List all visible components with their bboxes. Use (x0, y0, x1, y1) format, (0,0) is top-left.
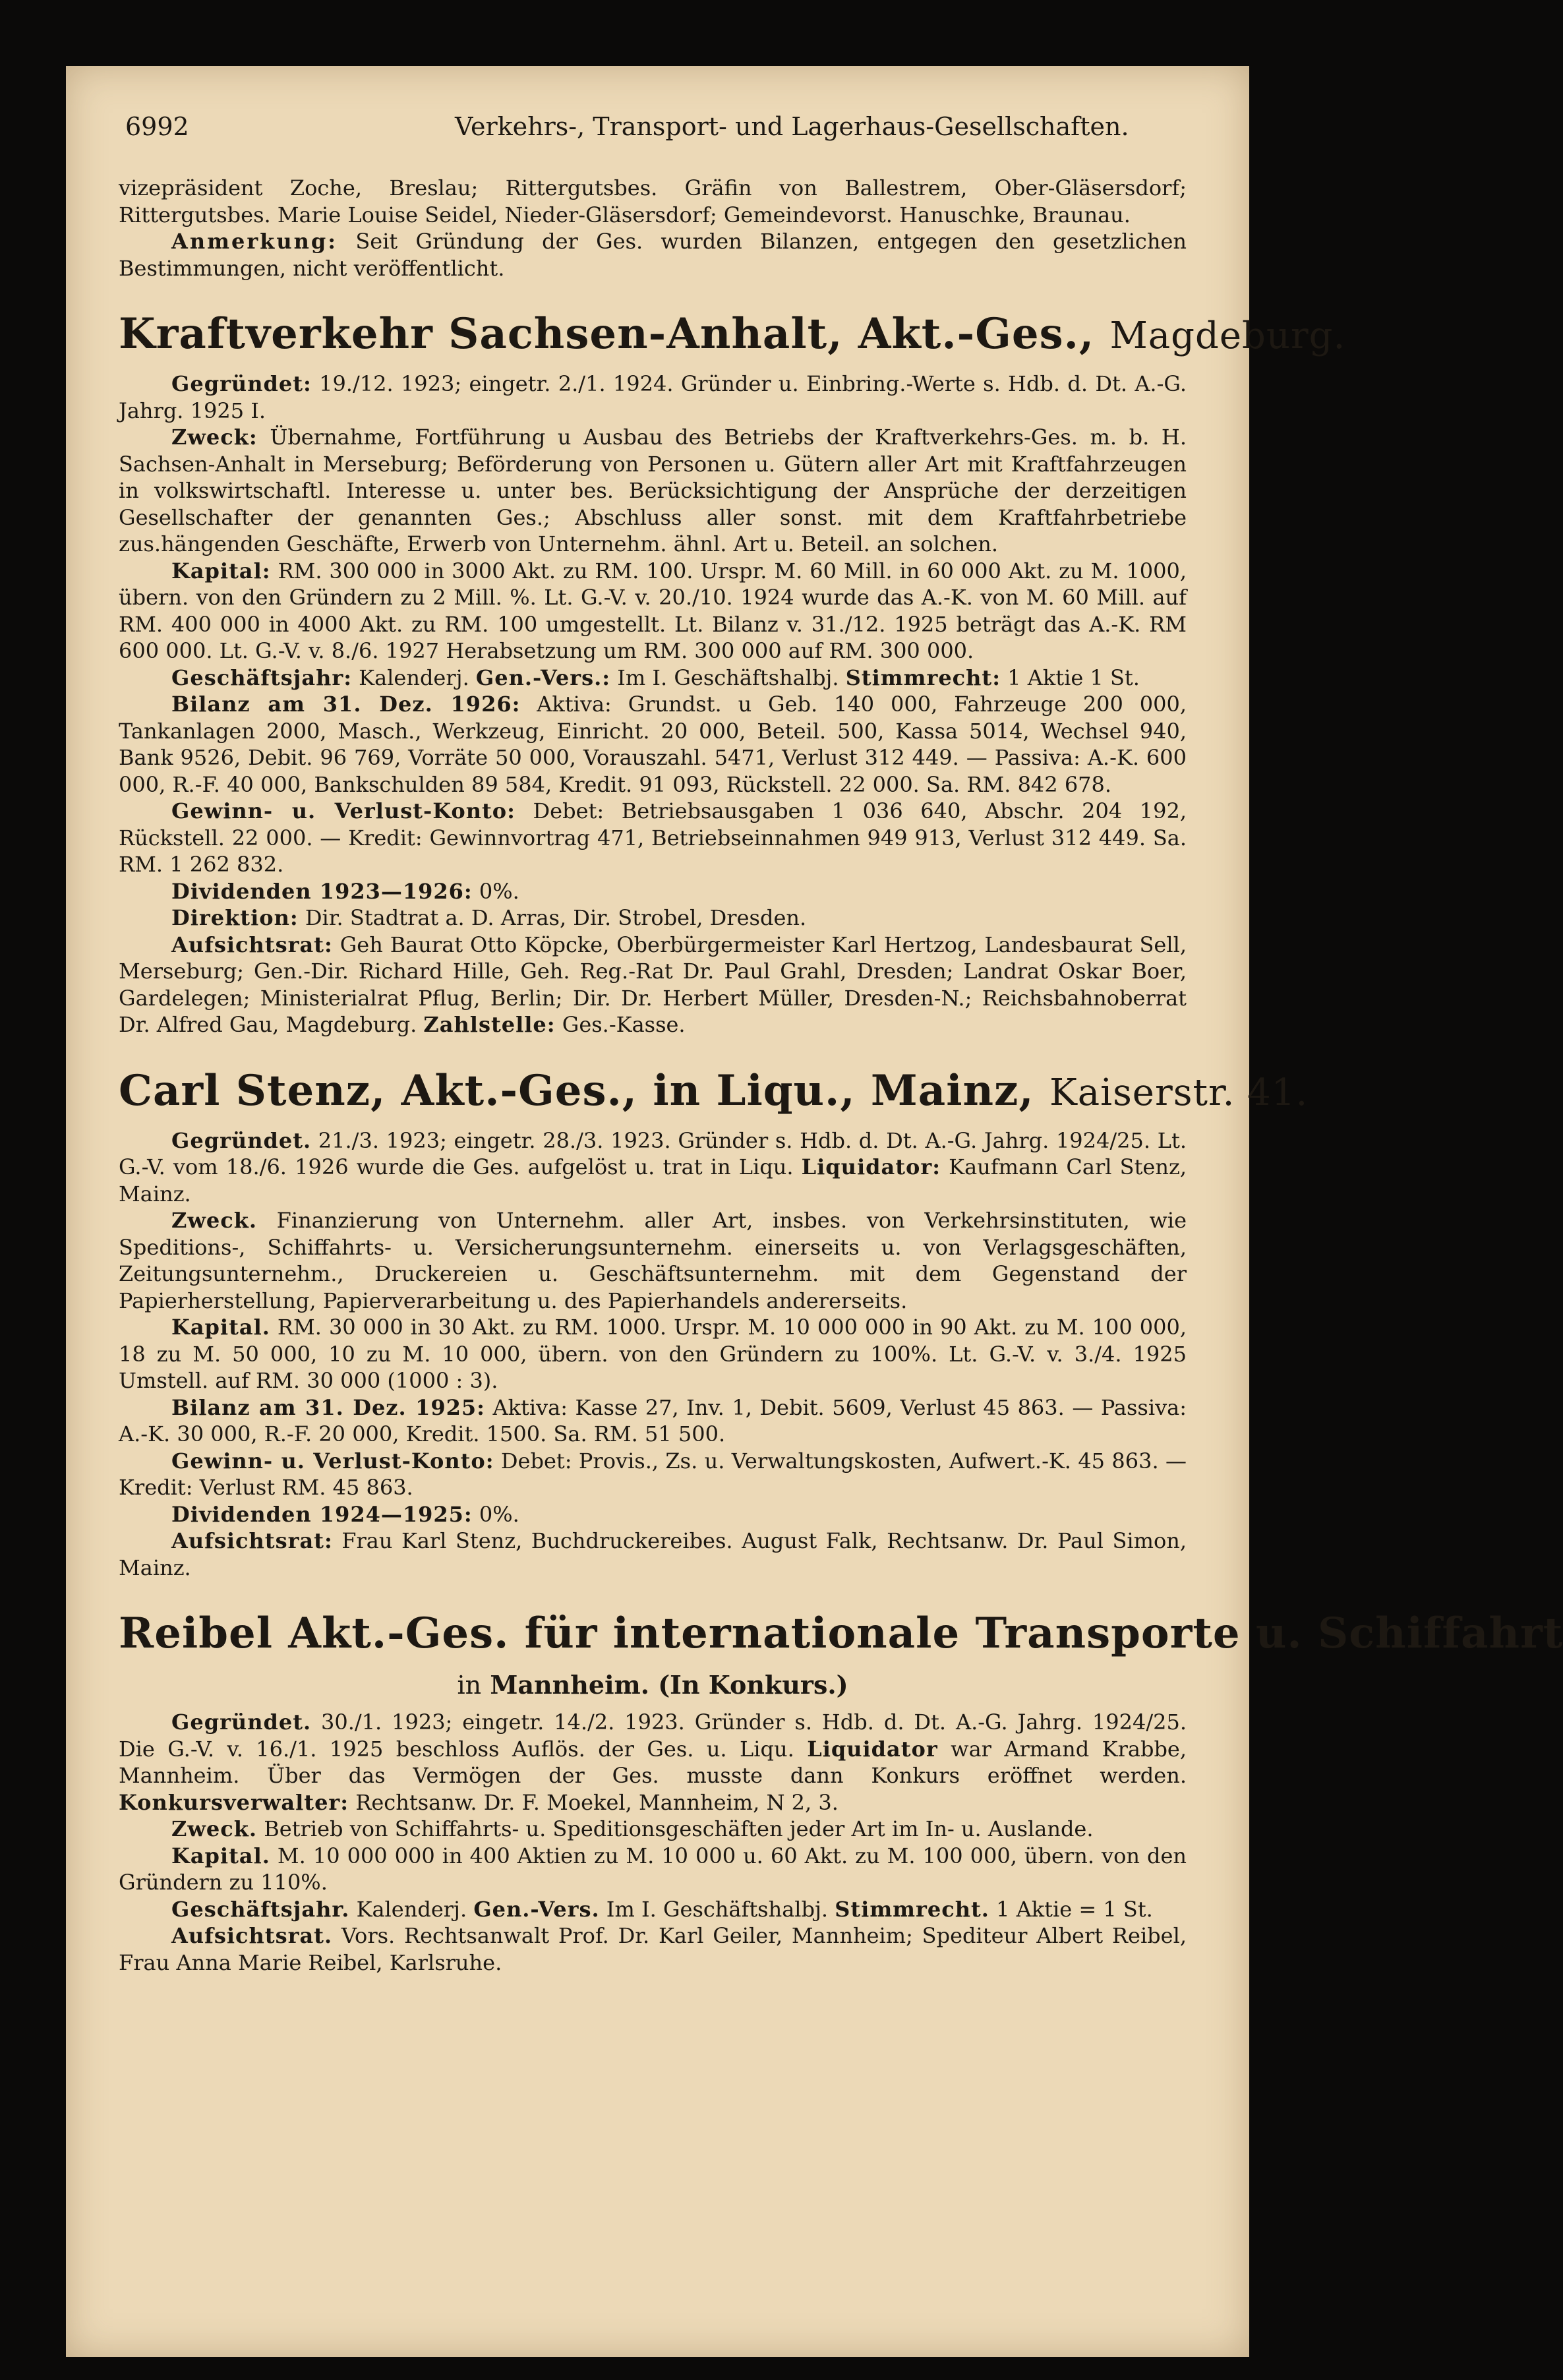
company-heading-reibel: Reibel Akt.-Ges. für internationale Transporte u. Schiffahrt (119, 1609, 1563, 1658)
c1-dividenden: Dividenden 1923—1926: 0%. (171, 878, 519, 904)
c3-aufsichtsrat: Aufsichtsrat. Vors. Rechtsanwalt Prof. Dr. Karl Geiler, Mannheim; Spediteur Albert Reibel, Frau Anna Marie Reibel, Karlsruhe. (119, 1923, 1187, 1975)
running-title: Verkehrs-, Transport- und Lagerhaus-Gesellschaften. (455, 112, 1129, 141)
book-page (66, 66, 1563, 2357)
c2-zweck: Zweck. Finanzierung von Unternehm. aller Art, insbes. von Verkehrsinstituten, wie Speditions-, Schiffahrts- u. Versicherungsunternehm. einerseits u. von Verlagsgeschäften, Zeitungsunternehm., Druckereien u. Geschäftsunternehm. mit dem Gegenstand der Papierherstellung, Papierverarbeitung u. des Papierhandels andererseits. (119, 1208, 1187, 1313)
page-number: 6992 (125, 112, 189, 141)
c1-bilanz: Bilanz am 31. Dez. 1926: Aktiva: Grundst. u Geb. 140 000, Fahrzeuge 200 000, Tankanlagen 2000, Masch., Werkzeug, Einricht. 20 000, Beteil. 500, Kassa 5014, Wechsel 940, Bank 9526, Debit. 96 769, Vorräte 50 000, Vorauszahl. 5471, Verlust 312 449. — Passiva: A.-K. 600 000, R.-F. 40 000, Bankschulden 89 584, Kredit. 91 093, Rückstell. 22 000. Sa. RM. 842 678. (119, 692, 1187, 797)
c1-gegruendet: Gegründet: 19./12. 1923; eingetr. 2./1. 1924. Gründer u. Einbring.-Werte s. Hdb. d. Dt. A.-G. Jahrg. 1925 I. (119, 371, 1187, 423)
c3-gegruendet: Gegründet. 30./1. 1923; eingetr. 14./2. 1923. Gründer s. Hdb. d. Dt. A.-G. Jahrg. 1924/25. Die G.-V. v. 16./1. 1925 beschloss Auflös. der Ges. u. Liqu. Liquidator war Armand Krabbe, Mannheim. Über das Vermögen der Ges. musste dann Konkurs eröffnet werden. Konkursverwalter: Rechtsanw. Dr. F. Moekel, Mannheim, N 2, 3. (119, 1710, 1187, 1815)
c1-gewinn-verlust: Gewinn- u. Verlust-Konto: Debet: Betriebsausgaben 1 036 640, Abschr. 204 192, Rückstell. 22 000. — Kredit: Gewinnvortrag 471, Betriebseinnahmen 949 913, Verlust 312 449. Sa. RM. 1 262 832. (119, 798, 1187, 877)
c1-geschaeftsjahr: Geschäftsjahr: Kalenderj. Gen.-Vers.: Im I. Geschäftshalbj. Stimmrecht: 1 Aktie 1 St. (171, 665, 1140, 690)
page-body (119, 175, 1563, 1976)
c2-gegruendet: Gegründet. 21./3. 1923; eingetr. 28./3. 1923. Gründer s. Hdb. d. Dt. A.-G. Jahrg. 1924/25. Lt. G.-V. vom 18./6. 1926 wurde die Ges. aufgelöst u. trat in Liqu. Liquidator: Kaufmann Carl Stenz, Mainz. (119, 1127, 1187, 1206)
c2-gewinn-verlust: Gewinn- u. Verlust-Konto: Debet: Provis., Zs. u. Verwaltungskosten, Aufwert.-K. 45 863. — Kredit: Verlust RM. 45 863. (119, 1448, 1187, 1500)
c2-dividenden: Dividenden 1924—1925: 0%. (171, 1501, 519, 1527)
company-heading-kraftverkehr: Kraftverkehr Sachsen-Anhalt, Akt.-Ges., Magdeburg. (119, 309, 1346, 359)
company-heading-stenz: Carl Stenz, Akt.-Ges., in Liqu., Mainz, Kaiserstr. 41. (119, 1065, 1309, 1116)
c1-aufsichtsrat: Aufsichtsrat: Geh Baurat Otto Köpcke, Oberbürgermeister Karl Hertzog, Landesbaurat Sell, Merseburg; Gen.-Dir. Richard Hille, Geh. Reg.-Rat Dr. Paul Grahl, Dresden; Landrat Oskar Boer, Gardelegen; Ministerialrat Pflug, Berlin; Dir. Dr. Herbert Müller, Dresden-N.; Reichsbahnoberrat Dr. Alfred Gau, Magdeburg. Zahlstelle: Ges.-Kasse. (119, 932, 1187, 1037)
c1-direktion: Direktion: Dir. Stadtrat a. D. Arras, Dir. Strobel, Dresden. (171, 905, 807, 930)
intro-note: Anmerkung: Seit Gründung der Ges. wurden Bilanzen, entgegen den gesetzlichen Bestimmungen, nicht veröffentlicht. (119, 229, 1187, 281)
c1-kapital: Kapital: RM. 300 000 in 3000 Akt. zu RM. 100. Urspr. M. 60 Mill. in 60 000 Akt. zu M. 1000, übern. von den Gründern zu 2 Mill. %. Lt. G.-V. v. 20./10. 1924 wurde das A.-K. von M. 60 Mill. auf RM. 400 000 in 4000 Akt. zu RM. 100 umgestellt. Lt. Bilanz v. 31./12. 1925 beträgt das A.-K. RM 600 000. Lt. G.-V. v. 8./6. 1927 Herabsetzung um RM. 300 000 auf RM. 300 000. (119, 558, 1187, 663)
company-subheading-reibel: in Mannheim. (In Konkurs.) (457, 1670, 848, 1700)
intro-paragraph: vizepräsident Zoche, Breslau; Rittergutsbes. Gräfin von Ballestrem, Ober-Gläsersdorf; Rittergutsbes. Marie Louise Seidel, Nieder-Gläsersdorf; Gemeindevorst. Hanuschke, Braunau. (119, 175, 1187, 227)
c1-zweck: Zweck: Übernahme, Fortführung u Ausbau des Betriebs der Kraftverkehrs-Ges. m. b. H. Sachsen-Anhalt in Merseburg; Beförderung von Personen u. Gütern aller Art mit Kraftfahrzeugen in volkswirtschaftl. Interesse u. unter bes. Berücksichtigung der Ansprüche der derzeitigen Gesellschafter der genannten Ges.; Abschluss aller sonst. mit dem Kraftfahrbetriebe zus.hängenden Geschäfte, Erwerb von Unternehm. ähnl. Art u. Beteil. an solchen. (119, 425, 1187, 556)
c3-zweck: Zweck. Betrieb von Schiffahrts- u. Speditionsgeschäften jeder Art im In- u. Auslande. (171, 1816, 1094, 1841)
c2-aufsichtsrat: Aufsichtsrat: Frau Karl Stenz, Buchdruckereibes. August Falk, Rechtsanw. Dr. Paul Simon, Mainz. (119, 1528, 1187, 1580)
c2-bilanz: Bilanz am 31. Dez. 1925: Aktiva: Kasse 27, Inv. 1, Debit. 5609, Verlust 45 863. — Passiva: A.-K. 30 000, R.-F. 20 000, Kredit. 1500. Sa. RM. 51 500. (119, 1394, 1187, 1446)
c3-geschaeftsjahr: Geschäftsjahr. Kalenderj. Gen.-Vers. Im I. Geschäftshalbj. Stimmrecht. 1 Aktie = 1 St. (171, 1896, 1153, 1922)
c2-kapital: Kapital. RM. 30 000 in 30 Akt. zu RM. 1000. Urspr. M. 10 000 000 in 90 Akt. zu M. 100 000, 18 zu M. 50 000, 10 zu M. 10 000, übern. von den Gründern zu 100%. Lt. G.-V. v. 3./4. 1925 Umstell. auf RM. 30 000 (1000 : 3). (119, 1315, 1187, 1393)
c3-kapital: Kapital. M. 10 000 000 in 400 Aktien zu M. 10 000 u. 60 Akt. zu M. 100 000, übern. von den Gründern zu 110%. (119, 1843, 1187, 1895)
